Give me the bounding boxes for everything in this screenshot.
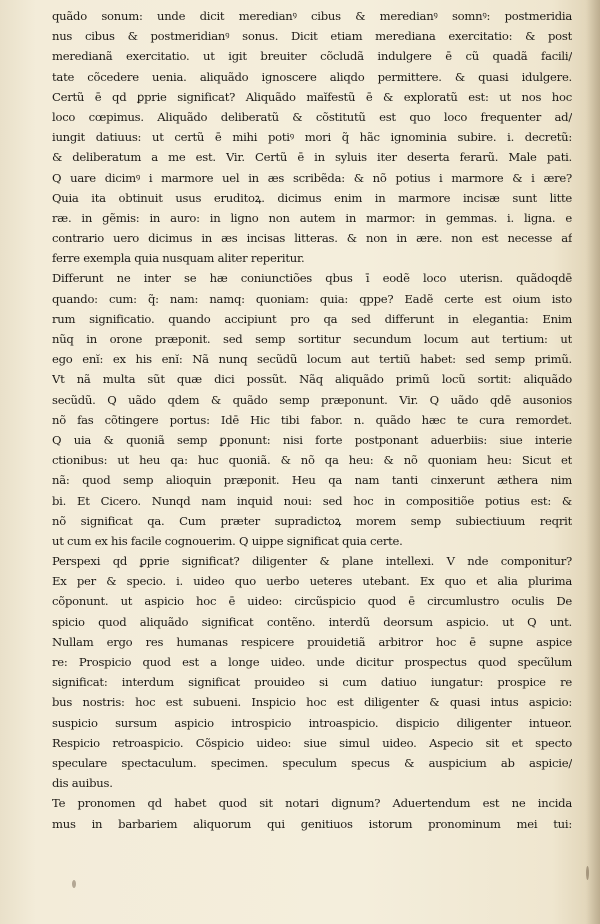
text-line: Vt nã multa sũt quæ dici possũt. Nãq aliquãdo primũ locũ sortit: aliquãdo xyxy=(52,372,572,387)
ink-blemish xyxy=(72,880,76,888)
text-line: Nullam ergo res humanas respicere prouidetiã arbitror hoc ē supne aspice xyxy=(52,634,572,649)
text-line: quãdo sonum: unde dicit meredianꝰ cibus & meredianꝰ somnꝰ: postmeridia xyxy=(52,9,572,23)
text-line: quando: cum: q̃: nam: namq: quoniam: quia: qppe? Eadẽ certe est oium isto xyxy=(52,291,572,306)
text-line: Certũ ē qd ꝑprie significat? Aliquãdo maĭfestũ ē & exploratũ est: ut nos hoc xyxy=(52,89,572,104)
text-line: meredianã exercitatio. ut igit breuiter cõcludã indulgere ē cũ quadã facili/ xyxy=(52,49,572,64)
text-line: dis auibus. xyxy=(52,776,113,791)
text-line: nõ fas cõtingere portus: Idē Hic tibi fabor. n. quãdo hæc te cura remordet. xyxy=(52,412,572,427)
text-line: cõponunt. ut aspicio hoc ē uideo: circũspicio quod ē circumlustro oculis De xyxy=(52,594,572,609)
text-line: tate cõcedere uenia. aliquãdo ignoscere aliqdo permittere. & quasi idulgere. xyxy=(52,69,572,84)
text-line: secũdũ. Q uãdo qdem & quãdo semp præponunt. Vir. Q uãdo qdē ausonios xyxy=(52,392,572,407)
text-line: re: Prospicio quod est a longe uideo. unde dicitur prospectus quod specũlum xyxy=(52,655,572,669)
text-line: Perspexi qd ꝑprie significat? diligenter & plane intellexi. V nde componitur? xyxy=(52,554,572,569)
text-line: Q uare dicimꝰ i marmore uel in æs scribẽda: & nõ potius i marmore & i ære? xyxy=(52,170,572,185)
text-line: iungit datiuus: ut certũ ē mihi potiꝰ mori q̃ hãc ignominia subire. i. decretũ: xyxy=(52,130,572,145)
text-line: nus cibus & postmeridianꝰ sonus. Dicit etiam merediana exercitatio: & post xyxy=(52,29,572,44)
text-line: rum significatio. quando accipiunt pro qa sed differunt in elegantia: Enim xyxy=(52,311,572,326)
text-line: suspicio sursum aspicio introspicio introaspicio. dispicio diligenter intueor. xyxy=(52,715,572,730)
text-line: Q uia & quoniã semp ꝑponunt: nisi forte postponant aduerbiis: siue interie xyxy=(52,432,572,447)
text-line: ut cum ex his facile cognouerim. Q uippe significat quia certe. xyxy=(52,533,403,548)
text-line: Respicio retroaspicio. Cõspicio uideo: siue simul uideo. Aspecio sit et specto xyxy=(52,735,572,750)
text-line: Te pronomen qd habet quod sit notari dignum? Aduertendum est ne incida xyxy=(52,796,572,811)
text-line: nũq in orone præponit. sed semp sortitur secundum locum aut tertium: ut xyxy=(52,332,572,346)
text-line: speculare spectaculum. specimen. speculum specus & auspicium ab aspicie/ xyxy=(52,755,572,770)
text-line: significat: interdum significat prouideo si cum datiuo iungatur: prospice re xyxy=(52,675,572,690)
text-line: loco cœpimus. Aliquãdo deliberatũ & cõstitutũ est quo loco frequenter ad/ xyxy=(52,109,572,124)
text-line: ego enĭ: ex his enĭ: Nã nunq secũdũ locum aut tertiũ habet: sed semp primũ. xyxy=(52,352,572,367)
text-line: nã: quod semp alioquin præponit. Heu qa nam tanti cinxerunt æthera nim xyxy=(52,473,572,488)
text-line: ferre exempla quia nusquam aliter reperitur. xyxy=(52,251,305,266)
text-line: bus nostris: hoc est subueni. Inspicio hoc est diligenter & quasi intus aspicio: xyxy=(52,695,572,710)
text-line: Differunt ne inter se hæ coniunctiões qbus ī eodẽ loco uterisn. quãdoqdē xyxy=(52,271,572,286)
text-line: mus in barbariem aliquorum qui genitiuos istorum pronominum mei tui: xyxy=(52,816,572,831)
ink-blemish xyxy=(586,866,589,880)
text-line: ctionibus: ut heu qa: huc quoniã. & nõ qa heu: & nõ quoniam heu: Sicut et xyxy=(52,453,572,468)
text-line: spicio quod aliquãdo significat contẽno. interdũ deorsum aspicio. ut Q unt. xyxy=(52,614,572,629)
page-edge-shadow xyxy=(586,0,600,924)
text-line: contrario uero dicimus in æs incisas litteras. & non in ære. non est necesse af xyxy=(52,231,572,246)
text-line: nõ significat qa. Cum præter supradictoꝝ morem semp subiectiuum reqrit xyxy=(52,513,572,528)
text-line: bi. Et Cicero. Nunqd nam inquid noui: sed hoc in compositiõe potius est: & xyxy=(52,493,572,508)
text-line: Quia ita obtinuit usus eruditoꝝ. dicimus enim in marmore incisæ sunt litte xyxy=(52,190,572,205)
text-line: Ex per & specio. i. uideo quo uerbo ueteres utebant. Ex quo et alia plurima xyxy=(52,574,572,589)
text-line: ræ. in gẽmis: in auro: in ligno non autem in marmor: in gemmas. i. ligna. e xyxy=(52,210,572,225)
text-line: & deliberatum a me est. Vir. Certũ ē in syluis iter deserta ferarũ. Male pati. xyxy=(52,150,572,165)
body-text xyxy=(52,6,572,834)
